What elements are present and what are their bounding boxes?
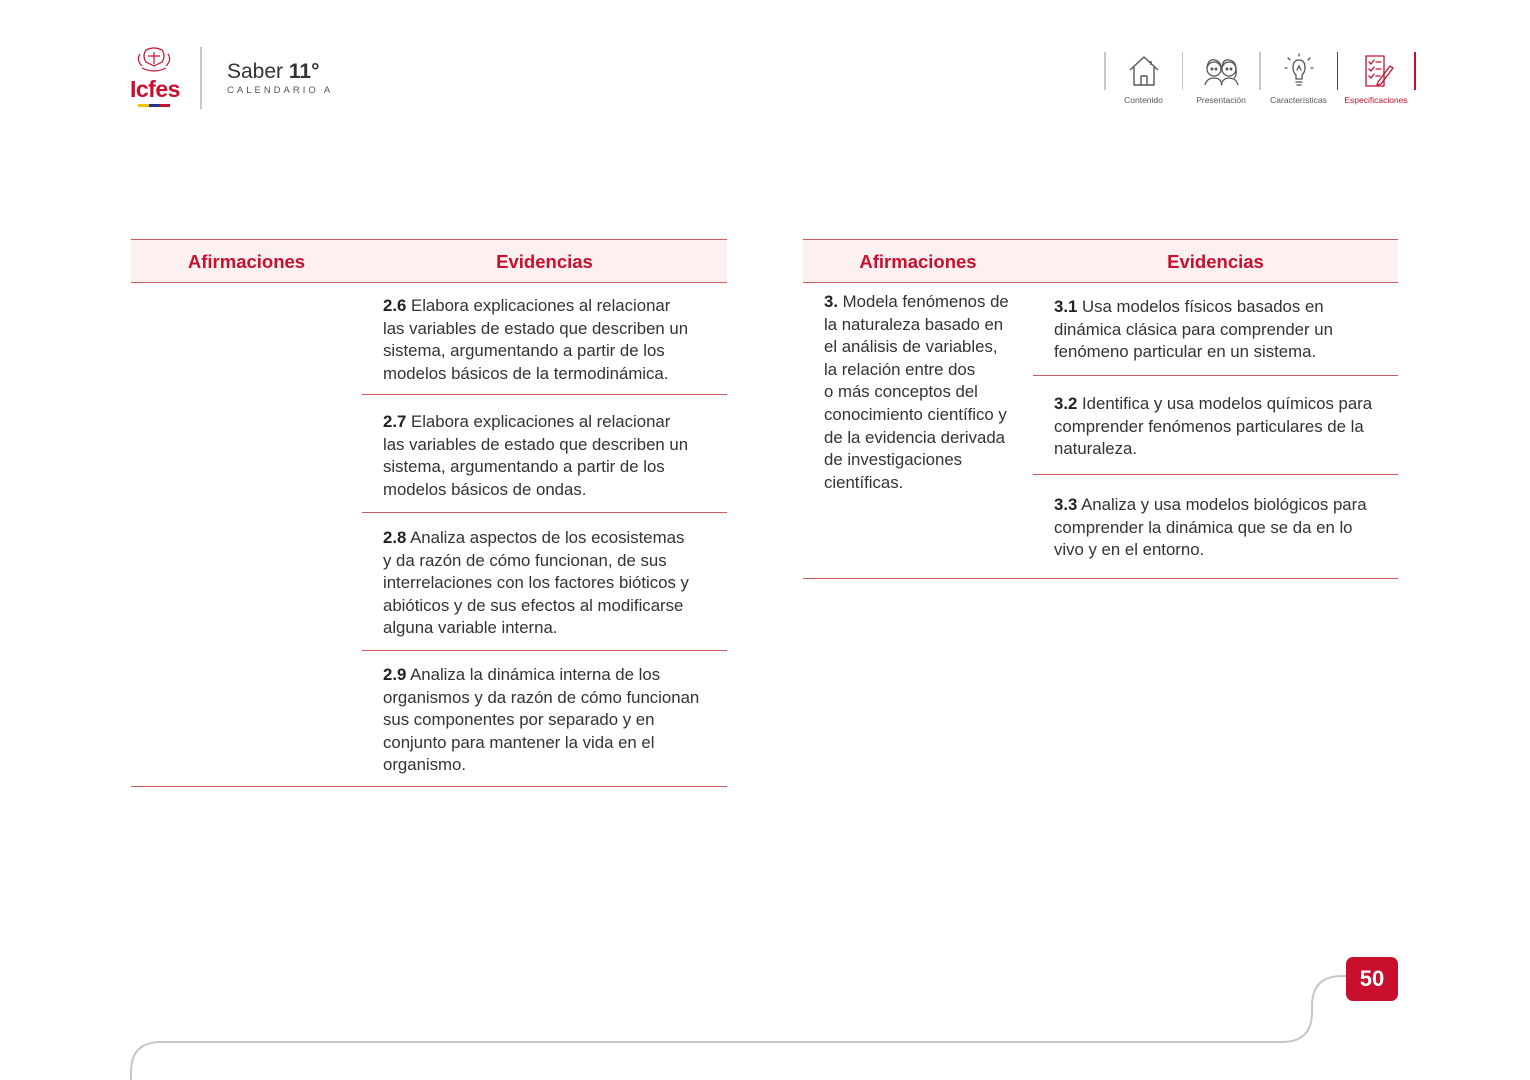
saber-prefix: Saber	[227, 60, 284, 83]
evidence-line: dinámica clásica para comprender un	[1054, 319, 1333, 339]
evidence-number: 3.2	[1054, 394, 1078, 413]
lightbulb-icon	[1279, 52, 1319, 90]
affirmation-number: 3.	[824, 292, 838, 311]
evidence-3-2	[1054, 393, 1396, 461]
evidence-line: organismos y da razón de cómo funcionan	[383, 687, 700, 707]
evidence-line: vivo y en el entorno.	[1054, 540, 1205, 560]
evidence-line: las variables de estado que describen un	[383, 318, 689, 338]
evidence-line: sistema, argumentando a partir de los	[383, 341, 665, 361]
header-divider	[200, 47, 202, 109]
right-table	[803, 239, 1398, 579]
header-evidencias: Evidencias	[1167, 251, 1264, 272]
nav-label: Especificaciones	[1344, 95, 1408, 105]
header-evidencias: Evidencias	[496, 251, 593, 272]
checklist-icon	[1356, 52, 1396, 90]
nav-item-especificaciones[interactable]	[1338, 50, 1414, 110]
saber-title	[227, 60, 320, 84]
row-divider	[362, 394, 727, 395]
nav-item-contenido[interactable]	[1106, 50, 1182, 110]
row-divider	[1033, 474, 1398, 475]
header-afirmaciones: Afirmaciones	[187, 251, 306, 272]
evidence-3-3	[1054, 494, 1396, 562]
nav-label: Contenido	[1124, 95, 1163, 105]
evidence-line: comprender fenómenos particulares de la	[1054, 416, 1364, 436]
evidence-line: modelos básicos de ondas.	[383, 479, 587, 499]
evidence-number: 2.7	[383, 412, 407, 431]
nav-item-presentacion[interactable]	[1183, 50, 1259, 110]
evidence-text: Analiza la dinámica interna de los	[410, 665, 661, 684]
table-header	[803, 240, 1398, 283]
evidence-text: Usa modelos físicos basados en	[1082, 297, 1324, 316]
saber-grade: 11°	[288, 60, 320, 83]
evidence-line: sistema, argumentando a partir de los	[383, 457, 665, 477]
row-divider	[1033, 375, 1398, 376]
calendario-label: CALENDARIO A	[227, 85, 334, 96]
people-icon	[1201, 52, 1241, 90]
evidence-2-8	[383, 527, 723, 640]
evidence-line: alguna variable interna.	[383, 618, 558, 638]
affirmation-line: o más conceptos del	[824, 382, 978, 402]
affirmation-line: de la evidencia derivada	[824, 427, 1005, 447]
affirmation-line: conocimiento científico y	[824, 404, 1007, 424]
affirmation-line: científicas.	[824, 472, 904, 492]
affirmation-line: de investigaciones	[824, 450, 963, 470]
evidence-line: sus componentes por separado y en	[383, 710, 655, 730]
evidence-number: 3.1	[1054, 297, 1078, 316]
nav-separator	[1414, 52, 1416, 90]
row-divider	[362, 650, 727, 651]
evidence-line: comprender la dinámica que se da en lo	[1054, 517, 1353, 537]
evidence-text: Analiza y usa modelos biológicos para	[1081, 495, 1367, 514]
header-afirmaciones: Afirmaciones	[859, 251, 977, 272]
evidence-text: Identifica y usa modelos químicos para	[1082, 394, 1373, 413]
evidence-number: 3.3	[1054, 495, 1078, 514]
evidence-text: Elabora explicaciones al relacionar	[411, 412, 671, 431]
nav-label: Presentación	[1196, 95, 1246, 105]
evidence-line: conjunto para mantener la vida en el	[383, 732, 655, 752]
evidence-line: naturaleza.	[1054, 439, 1138, 459]
evidence-line: abióticos y de sus efectos al modificarse	[383, 595, 684, 615]
evidence-number: 2.8	[383, 528, 407, 547]
evidence-line: modelos básicos de la termodinámica.	[383, 363, 669, 383]
footer-frame-line	[0, 960, 1530, 1080]
evidence-line: organismo.	[383, 755, 467, 775]
table-header	[131, 240, 727, 283]
evidence-text: Elabora explicaciones al relacionar	[411, 296, 671, 315]
colombia-flag-stripe	[138, 104, 170, 107]
evidence-3-1	[1054, 296, 1396, 364]
affirmation-line: el análisis de variables,	[824, 337, 998, 357]
top-nav	[1104, 50, 1416, 110]
evidence-2-9	[383, 664, 723, 777]
nav-item-caracteristicas[interactable]	[1261, 50, 1337, 110]
evidence-line: las variables de estado que describen un	[383, 434, 689, 454]
affirmation-line: la naturaleza basado en	[824, 314, 1004, 334]
evidence-text: Analiza aspectos de los ecosistemas	[410, 528, 685, 547]
affirmation-text: Modela fenómenos de	[842, 292, 1009, 311]
affirmation-line: la relación entre dos	[824, 359, 976, 379]
evidence-line: y da razón de cómo funcionan, de sus	[383, 550, 667, 570]
icfes-logo-text: Icfes	[130, 76, 180, 102]
evidence-line: interrelaciones con los factores bióticos y	[383, 573, 689, 593]
evidence-2-7	[383, 411, 723, 501]
evidence-line: fenómeno particular en un sistema.	[1054, 342, 1317, 362]
left-table	[131, 239, 727, 787]
evidence-2-6	[383, 295, 723, 385]
row-divider	[362, 512, 727, 513]
nav-label: Características	[1270, 95, 1327, 105]
house-icon	[1124, 52, 1164, 90]
page-number: 50	[1346, 957, 1398, 1001]
evidence-number: 2.9	[383, 665, 407, 684]
affirmation-3	[824, 291, 1029, 494]
evidence-number: 2.6	[383, 296, 407, 315]
